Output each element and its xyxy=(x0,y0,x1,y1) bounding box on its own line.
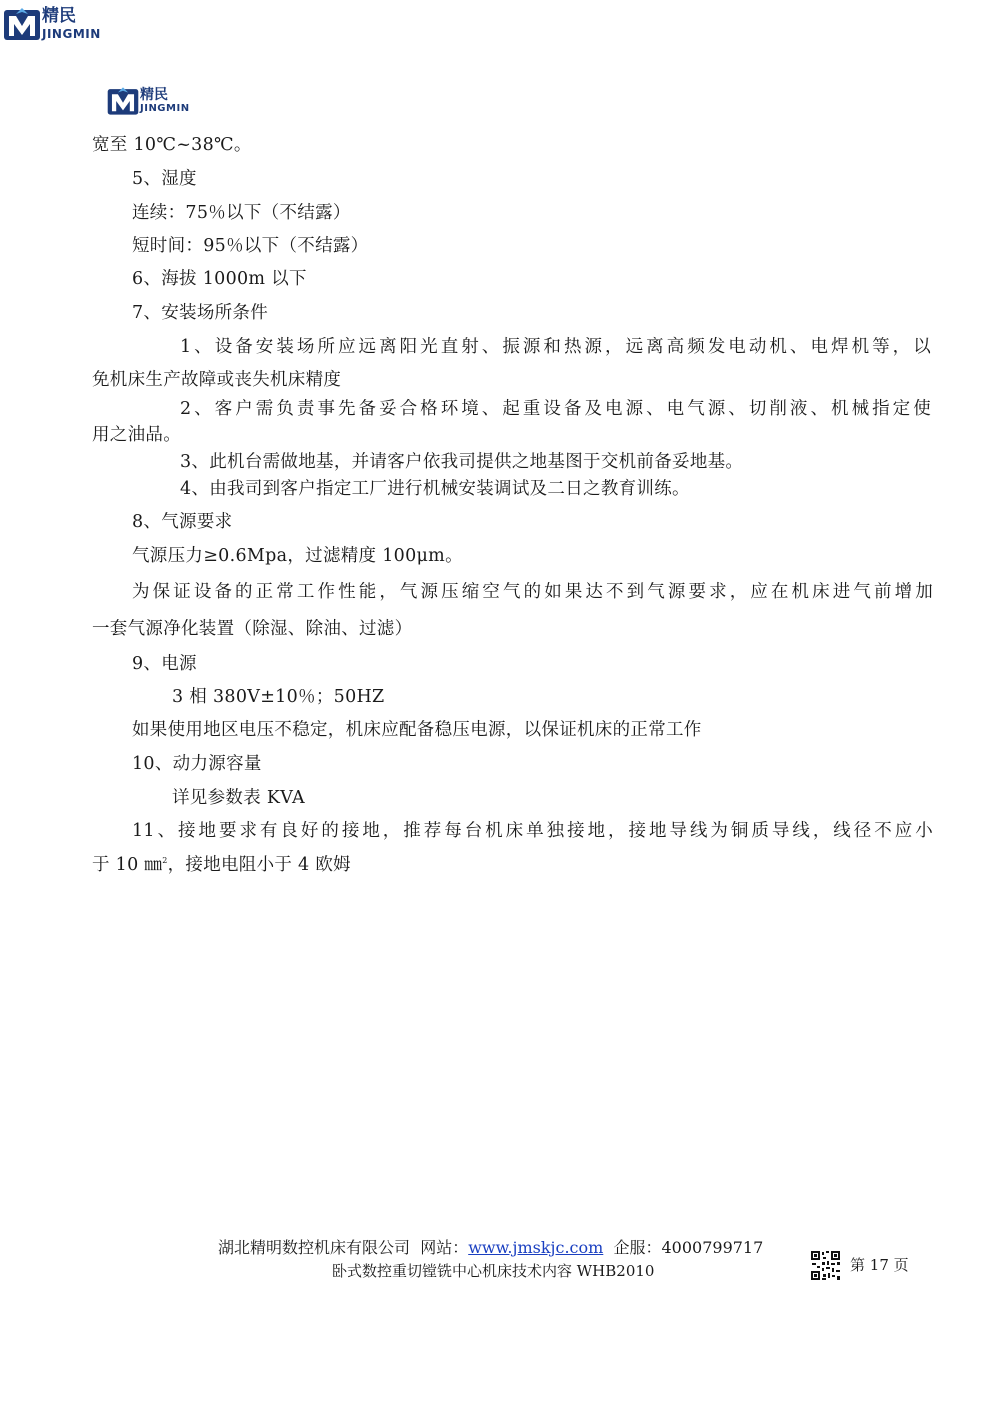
page-prefix: 第 xyxy=(850,1256,866,1274)
humidity-continuous-text: 连续：75％以下（不结露） xyxy=(132,203,351,223)
logo-chinese-name: 精民 xyxy=(140,87,168,103)
installation-item-1-continued: 免机床生产故障或丧失机床精度 xyxy=(92,370,342,390)
logo-english-name: JINGMIN xyxy=(140,103,190,114)
section-power-heading: 9、电源 xyxy=(132,654,197,674)
page-suffix: 页 xyxy=(893,1256,909,1274)
qr-code-icon xyxy=(810,1250,841,1281)
jingmin-logo-icon xyxy=(2,4,42,44)
grounding-text: 11、接地要求有良好的接地，推荐每台机床单独接地，接地导线为铜质导线，线径不应小 xyxy=(132,821,933,841)
installation-item-2-text: 2、客户需负责事先备妥合格环境、起重设备及电源、电气源、切削液、机械指定使 xyxy=(180,399,931,419)
footer-service-phone: 4000799717 xyxy=(661,1238,764,1257)
grounding-wire-size: 于 10 ㎜ xyxy=(92,855,163,875)
footer-company-name: 湖北精明数控机床有限公司 xyxy=(218,1238,411,1257)
power-capacity-text: 详见参数表 KVA xyxy=(172,788,305,808)
section-humidity-heading: 5、湿度 xyxy=(132,169,197,189)
footer-website-label: 网站： xyxy=(420,1238,469,1257)
jingmin-logo-icon xyxy=(106,84,140,118)
footer-contact-line xyxy=(218,1238,763,1258)
logo-english-name: JINGMIN xyxy=(42,27,101,41)
section-altitude-heading: 6、海拔 1000m 以下 xyxy=(132,269,307,289)
footer-website-link[interactable]: www.jmskjc.com xyxy=(468,1238,604,1257)
humidity-short-term-text: 短时间：95％以下（不结露） xyxy=(132,236,369,256)
footer-document-title: 卧式数控重切镗铣中心机床技术内容 WHB2010 xyxy=(332,1262,655,1280)
logo-chinese-name: 精民 xyxy=(42,6,76,26)
installation-item-1-text: 1、设备安装场所应远离阳光直射、振源和热源，远离高频发电动机、电焊机等，以 xyxy=(180,337,931,357)
content-logo xyxy=(106,84,190,118)
installation-item-2-continued: 用之油品。 xyxy=(92,425,181,445)
section-air-supply-heading: 8、气源要求 xyxy=(132,512,233,532)
temperature-range-text: 宽至 10℃~38℃。 xyxy=(92,135,252,155)
page-number-value: 17 xyxy=(869,1256,889,1274)
grounding-text-continued xyxy=(92,854,351,876)
section-installation-heading: 7、安装场所条件 xyxy=(132,303,269,323)
footer-service-label: 企服： xyxy=(613,1238,662,1257)
air-supply-note-text: 为保证设备的正常工作性能，气源压缩空气的如果达不到气源要求，应在机床进气前增加 xyxy=(132,582,933,602)
installation-item-3-text: 3、此机台需做地基，并请客户依我司提供之地基图于交机前备妥地基。 xyxy=(180,452,744,472)
air-supply-note-continued: 一套气源净化装置（除湿、除油、过滤） xyxy=(92,619,413,639)
footer-page-number xyxy=(850,1255,909,1275)
voltage-stability-text: 如果使用地区电压不稳定，机床应配备稳压电源，以保证机床的正常工作 xyxy=(132,720,702,740)
header-logo xyxy=(2,4,101,44)
power-spec-text: 3 相 380V±10％；50HZ xyxy=(172,687,385,707)
square-superscript: 2 xyxy=(162,856,168,866)
grounding-resistance: ，接地电阻小于 4 欧姆 xyxy=(167,855,351,875)
section-power-capacity-heading: 10、动力源容量 xyxy=(132,754,262,774)
installation-item-4-text: 4、由我司到客户指定工厂进行机械安装调试及二日之教育训练。 xyxy=(180,479,690,499)
air-pressure-text: 气源压力≥0.6Mpa，过滤精度 100μm。 xyxy=(132,546,463,566)
